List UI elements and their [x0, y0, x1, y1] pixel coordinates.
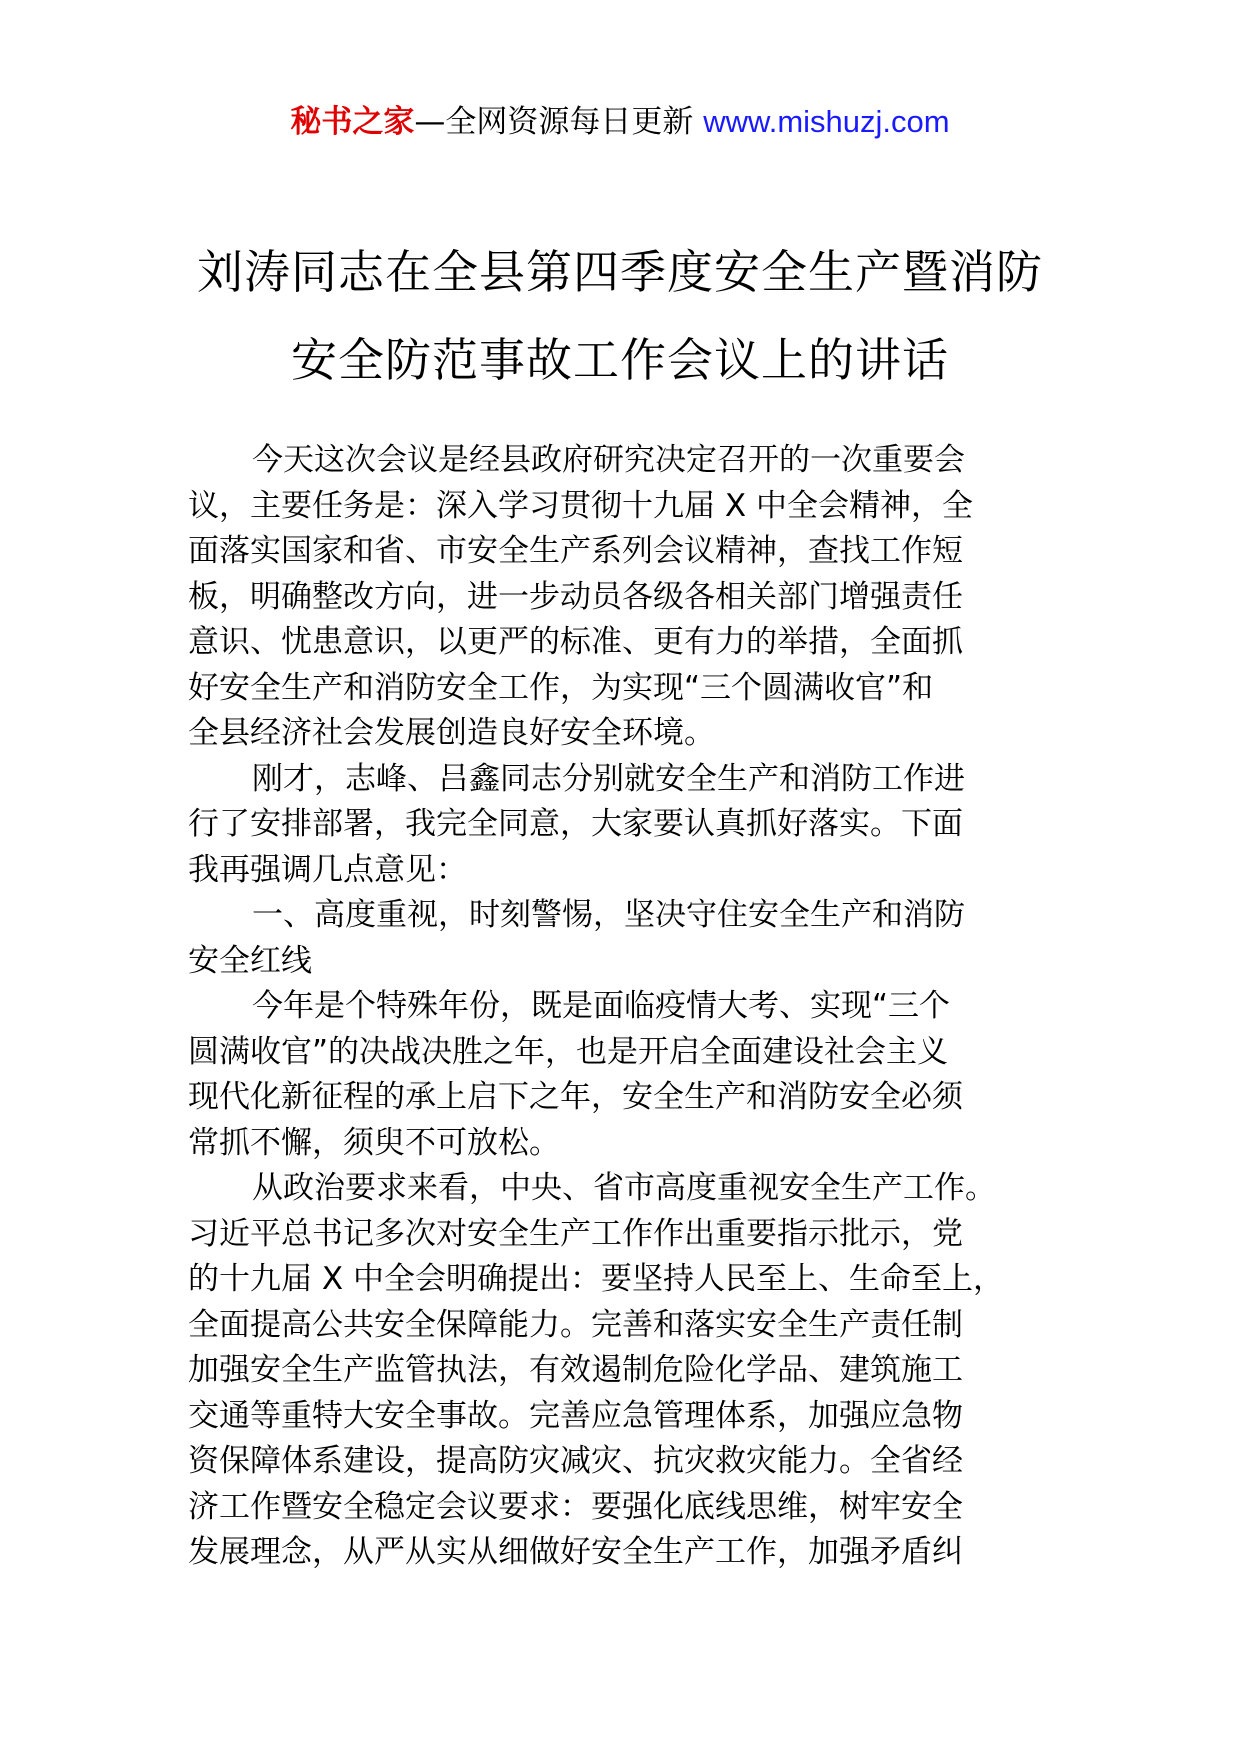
title-line-1: 刘涛同志在全县第四季度安全生产暨消防 [197, 245, 1043, 299]
body-line: 今天这次会议是经县政府研究决定召开的一次重要会 [252, 442, 965, 478]
body-line: 加强安全生产监管执法，有效遏制危险化学品、建筑施工 [188, 1352, 963, 1388]
site-url-link[interactable]: www.mishuzj.com [703, 104, 950, 139]
body-line: 从政治要求来看，中央、省市高度重视安全生产工作。 [252, 1170, 996, 1206]
body-line: 圆满收官”的决战决胜之年，也是开启全面建设社会主义 [188, 1033, 949, 1070]
body-line: 今年是个特殊年份，既是面临疫情大考、实现“三个 [252, 988, 951, 1024]
body-line: 济工作暨安全稳定会议要求：要强化底线思维，树牢安全 [188, 1488, 963, 1525]
section-heading: 一、高度重视，时刻警惕，坚决守住安全生产和消防 [252, 897, 965, 933]
body-line: 行了安排部署，我完全同意，大家要认真抓好落实。下面 [188, 806, 963, 842]
brand-name: 秘书之家 [290, 104, 415, 140]
body-line: 发展理念，从严从实从细做好安全生产工作，加强矛盾纠 [188, 1534, 963, 1570]
body-line: 全面提高公共安全保障能力。完善和落实安全生产责任制 [188, 1306, 963, 1343]
document-body [188, 438, 1068, 1576]
body-line: 意识、忧患意识，以更严的标准、更有力的举措，全面抓 [188, 624, 963, 660]
body-line: 交通等重特大安全事故。完善应急管理体系，加强应急物 [188, 1397, 963, 1434]
document-title [150, 228, 1090, 404]
body-line: 现代化新征程的承上启下之年，安全生产和消防安全必须 [188, 1079, 963, 1115]
body-line: 议，主要任务是：深入学习贯彻十九届 X 中全会精神，全 [188, 487, 973, 524]
body-line: 刚才，志峰、吕鑫同志分别就安全生产和消防工作进 [252, 760, 965, 797]
site-header [0, 102, 1240, 142]
body-line: 好安全生产和消防安全工作，为实现“三个圆满收官”和 [188, 669, 934, 706]
body-line: 资保障体系建设，提高防灾减灾、抗灾救灾能力。全省经 [188, 1443, 963, 1479]
body-line: 面落实国家和省、市安全生产系列会议精神，查找工作短 [188, 533, 963, 569]
body-line: 的十九届 X 中全会明确提出：要坚持人民至上、生命至上， [188, 1261, 1004, 1297]
body-line: 习近平总书记多次对安全生产工作作出重要指示批示，党 [188, 1215, 963, 1252]
body-line: 全县经济社会发展创造良好安全环境。 [188, 715, 715, 751]
body-line: 板，明确整改方向，进一步动员各级各相关部门增强责任 [188, 578, 963, 615]
section-heading: 安全红线 [188, 942, 312, 979]
title-line-2: 安全防范事故工作会议上的讲话 [291, 333, 949, 387]
header-slogan: —全网资源每日更新 [414, 104, 694, 140]
body-line: 我再强调几点意见： [188, 851, 467, 888]
body-line: 常抓不懈，须臾不可放松。 [188, 1124, 560, 1161]
